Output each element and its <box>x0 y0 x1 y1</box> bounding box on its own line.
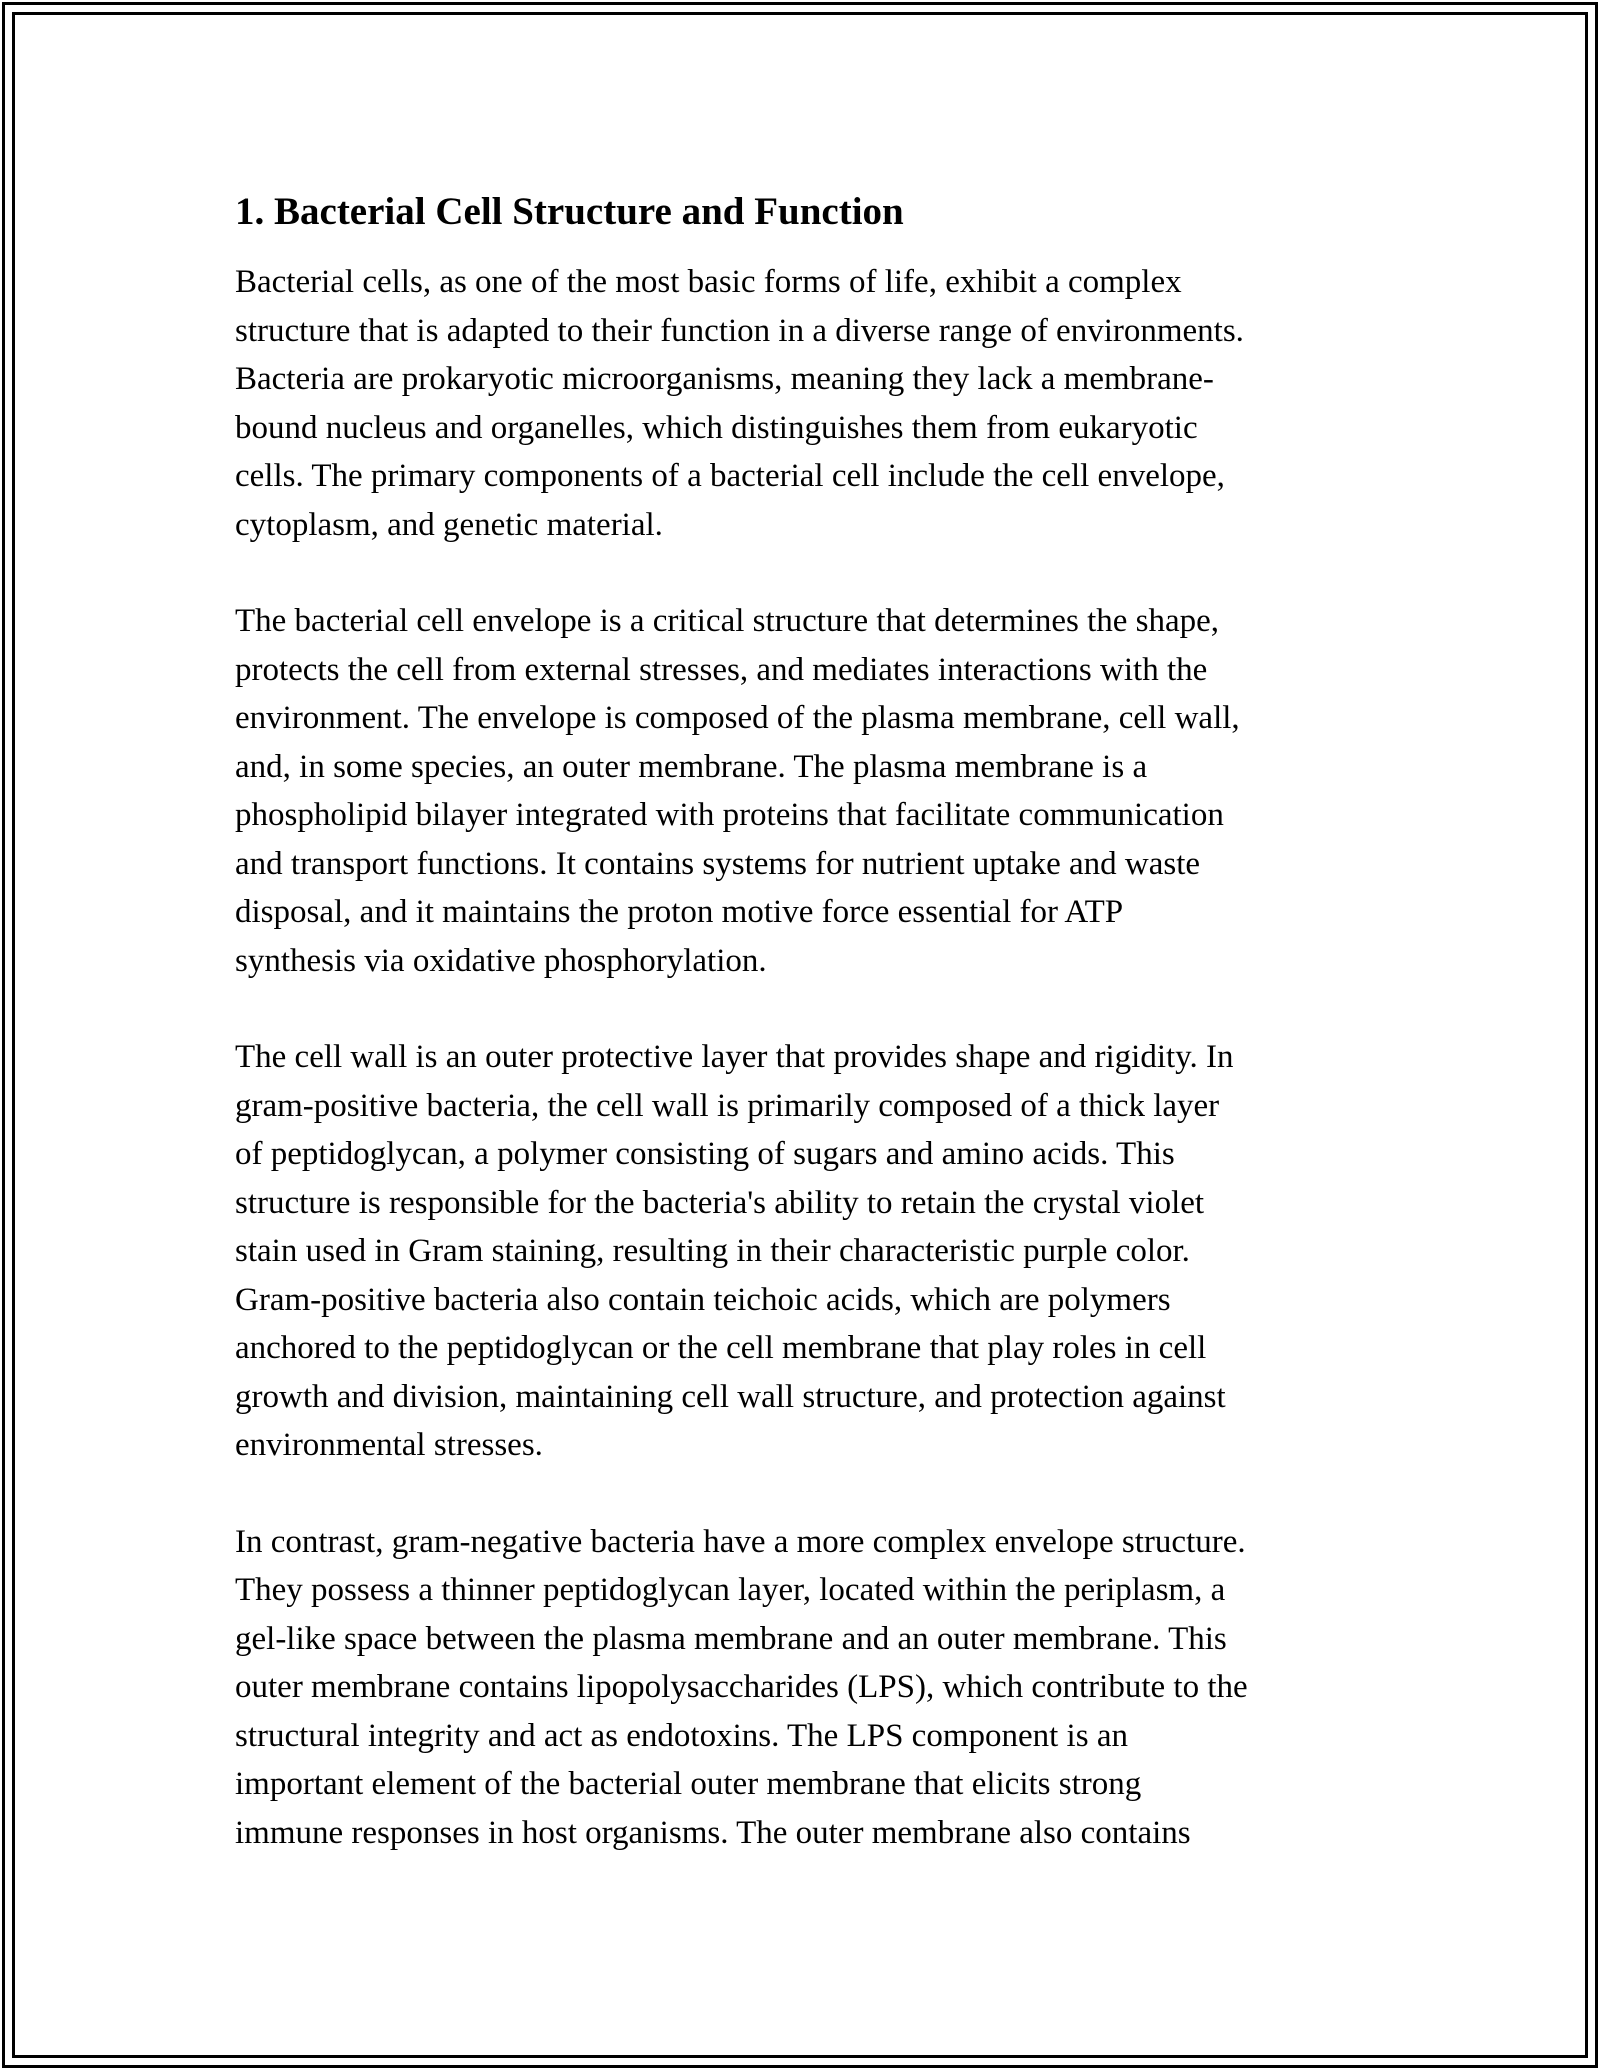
paragraph-line: gel-like space between the plasma membrane and an outer membrane. This <box>235 1620 1227 1657</box>
paragraph <box>235 1518 1375 1858</box>
paragraph-line: environment. The envelope is composed of the plasma membrane, cell wall, <box>235 700 1240 736</box>
paragraph-line: outer membrane contains lipopolysaccharides (LPS), which contribute to the <box>235 1669 1248 1705</box>
paragraph <box>235 597 1375 985</box>
document-body <box>235 186 1375 1905</box>
paragraph-line: The bacterial cell envelope is a critical structure that determines the shape, <box>235 603 1220 639</box>
paragraph-line: of peptidoglycan, a polymer consisting of sugars and amino acids. This <box>235 1136 1175 1172</box>
paragraph-line: important element of the bacterial outer membrane that elicits strong <box>235 1766 1142 1802</box>
paragraph-line: phospholipid bilayer integrated with proteins that facilitate communication <box>235 797 1224 833</box>
paragraph-line: synthesis via oxidative phosphorylation. <box>235 942 767 979</box>
paragraph-line: Gram-positive bacteria also contain teichoic acids, which are polymers <box>235 1281 1171 1318</box>
paragraph-line: structure is responsible for the bacteria's ability to retain the crystal violet <box>235 1184 1205 1221</box>
section-heading: 1. Bacterial Cell Structure and Function <box>235 190 904 233</box>
paragraph-line: and transport functions. It contains systems for nutrient uptake and waste <box>235 845 1201 882</box>
paragraph-line: structural integrity and act as endotoxins. The LPS component is an <box>235 1717 1128 1754</box>
paragraph-line: immune responses in host organisms. The outer membrane also contains <box>235 1814 1191 1851</box>
paragraph-line: stain used in Gram staining, resulting in their characteristic purple color. <box>235 1233 1190 1269</box>
paragraph <box>235 1033 1375 1470</box>
paragraph-line: Bacterial cells, as one of the most basic forms of life, exhibit a complex <box>235 264 1182 300</box>
paragraph-line: In contrast, gram-negative bacteria have a more complex envelope structure. <box>235 1523 1246 1560</box>
paragraph-line: cytoplasm, and genetic material. <box>235 506 663 543</box>
paragraph-line: cells. The primary components of a bacterial cell include the cell envelope, <box>235 458 1225 494</box>
paragraph-line: They possess a thinner peptidoglycan layer, located within the periplasm, a <box>235 1572 1226 1608</box>
paragraph-line: gram-positive bacteria, the cell wall is primarily composed of a thick layer <box>235 1087 1220 1124</box>
paragraph-line: structure that is adapted to their function in a diverse range of environments. <box>235 312 1244 349</box>
paragraph-line: protects the cell from external stresses, and mediates interactions with the <box>235 651 1208 688</box>
paragraph-line: anchored to the peptidoglycan or the cell membrane that play roles in cell <box>235 1330 1207 1366</box>
paragraph-line: environmental stresses. <box>235 1427 543 1463</box>
paragraph-line: growth and division, maintaining cell wall structure, and protection against <box>235 1378 1226 1415</box>
paragraph <box>235 258 1375 549</box>
paragraph-list <box>235 258 1375 1857</box>
paragraph-line: Bacteria are prokaryotic microorganisms, meaning they lack a membrane- <box>235 361 1214 397</box>
paragraph-line: The cell wall is an outer protective layer that provides shape and rigidity. In <box>235 1039 1234 1075</box>
paragraph-line: and, in some species, an outer membrane. The plasma membrane is a <box>235 748 1148 785</box>
paragraph-line: bound nucleus and organelles, which distinguishes them from eukaryotic <box>235 409 1198 446</box>
paragraph-line: disposal, and it maintains the proton motive force essential for ATP <box>235 894 1124 930</box>
